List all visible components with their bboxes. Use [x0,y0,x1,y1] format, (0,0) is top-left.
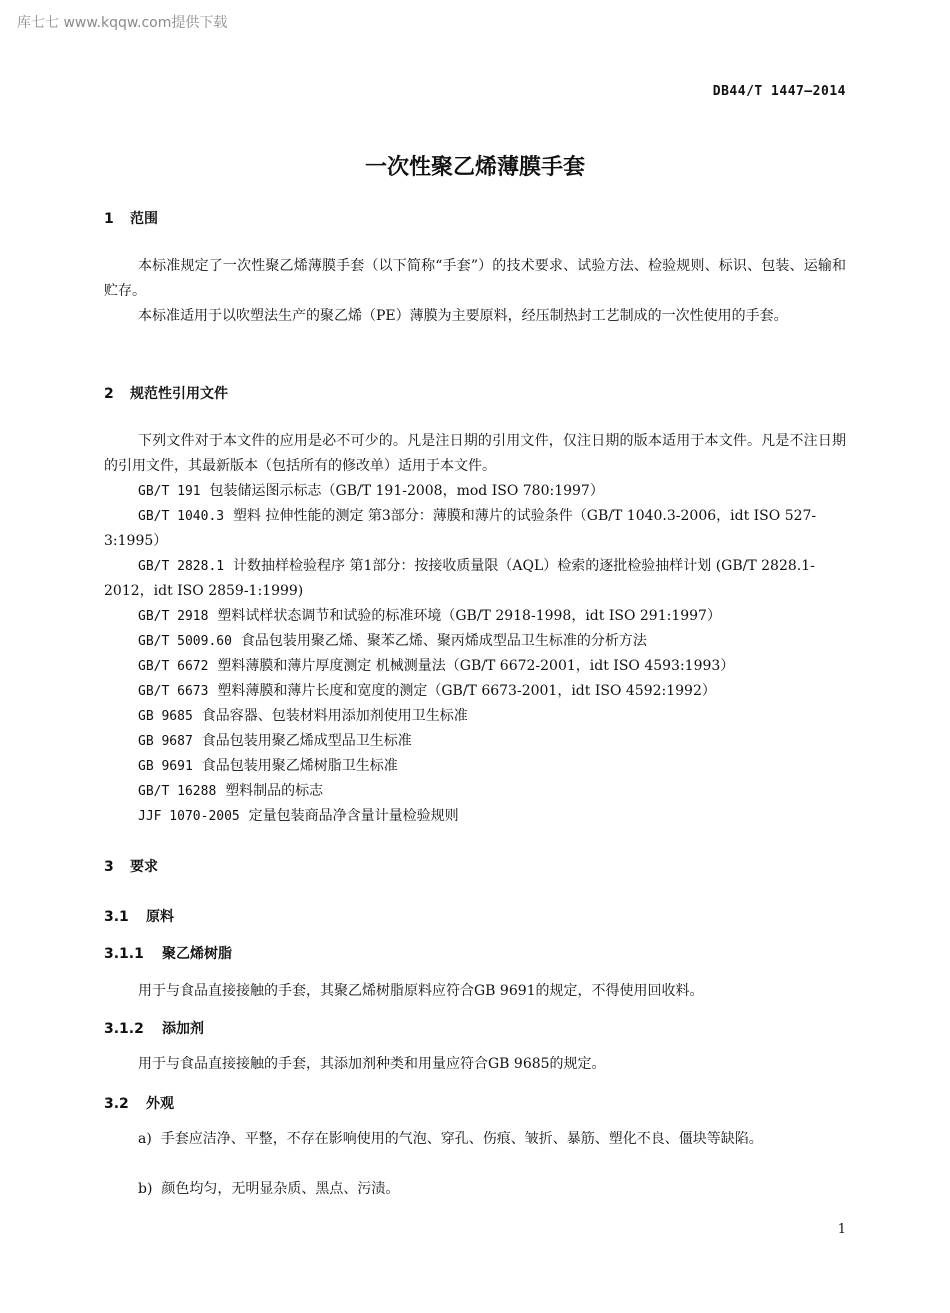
reference-title: 包装储运图示标志（GB/T 191-2008，mod ISO 780:1997） [209,483,604,499]
section-number: 3.1 [104,909,129,925]
item-text: 手套应洁净、平整，不存在影响使用的气泡、穿孔、伤痕、皱折、暴筋、塑化不良、僵块等缺陷。 [160,1131,763,1147]
reference-item [104,704,846,729]
item-label: a) [138,1131,152,1147]
section-number: 3 [104,859,114,875]
section-number: 3.1.1 [104,946,144,962]
reference-item [104,779,846,804]
reference-item [104,729,846,754]
reference-code: GB/T 16288 [138,784,217,799]
reference-title: 塑料制品的标志 [225,783,324,799]
section-title: 添加剂 [162,1021,204,1037]
reference-item [104,654,846,679]
appearance-item [104,1127,846,1152]
section-title: 规范性引用文件 [130,386,228,402]
reference-item [104,629,846,654]
reference-code: GB 9685 [138,709,193,724]
section-3-heading [104,856,158,876]
watermark: 库七七 www.kqqw.com提供下载 [17,15,228,31]
reference-item [104,479,846,504]
resin-paragraph: 用于与食品直接接触的手套，其聚乙烯树脂原料应符合GB 9691的规定，不得使用回收料。 [138,983,704,999]
reference-code: GB 9687 [138,734,193,749]
reference-item [104,804,846,829]
reference-title: 计数抽样检验程序 第1部分：按接收质量限（AQL）检索的逐批检验抽样计划 (GB/T 2828.1-2012，idt ISO 2859-1:1999) [104,558,815,599]
reference-item [104,554,846,604]
section-1-heading [104,208,158,228]
reference-title: 定量包装商品净含量计量检验规则 [248,808,459,824]
reference-item [104,679,846,704]
reference-code: GB 9691 [138,759,193,774]
section-3-1-2-heading [104,1018,204,1038]
reference-code: GB/T 191 [138,484,201,499]
reference-code: GB/T 6673 [138,684,209,699]
reference-title: 塑料 拉伸性能的测定 第3部分：薄膜和薄片的试验条件（GB/T 1040.3-2006，idt ISO 527-3:1995） [104,508,817,549]
section-title: 外观 [146,1096,174,1112]
reference-title: 食品包装用聚乙烯成型品卫生标准 [201,733,412,749]
section-3-1-1-heading [104,943,232,963]
reference-title: 塑料试样状态调节和试验的标准环境（GB/T 2918-1998，idt ISO 291:1997） [217,608,721,624]
section-2-heading [104,383,228,403]
section-number: 3.1.2 [104,1021,144,1037]
additive-paragraph: 用于与食品直接接触的手套，其添加剂种类和用量应符合GB 9685的规定。 [138,1056,606,1072]
reference-code: GB/T 5009.60 [138,634,232,649]
section-number: 1 [104,211,114,227]
scope-paragraph-2: 本标准适用于以吹塑法生产的聚乙烯（PE）薄膜为主要原料，经压制热封工艺制成的一次性使用的手套。 [138,308,788,324]
reference-item [104,504,846,554]
item-text: 颜色均匀，无明显杂质、黑点、污渍。 [161,1181,400,1197]
document-title: 一次性聚乙烯薄膜手套 [364,155,585,180]
references-intro: 下列文件对于本文件的应用是必不可少的。凡是注日期的引用文件，仅注日期的版本适用于本文件。凡是不注日期的引用文件，其最新版本（包括所有的修改单）适用于本文件。 [104,433,846,474]
reference-code: JJF 1070-2005 [138,809,240,824]
scope-paragraph-1: 本标准规定了一次性聚乙烯薄膜手套（以下简称“手套”）的技术要求、试验方法、检验规则、标识、包装、运输和贮存。 [104,258,846,299]
section-title: 聚乙烯树脂 [162,946,232,962]
reference-title: 塑料薄膜和薄片长度和宽度的测定（GB/T 6673-2001，idt ISO 4592:1992） [217,683,716,699]
section-3-1-heading [104,906,174,926]
section-number: 3.2 [104,1096,129,1112]
reference-title: 食品包装用聚乙烯树脂卫生标准 [201,758,398,774]
reference-title: 塑料薄膜和薄片厚度测定 机械测量法（GB/T 6672-2001，idt ISO 4593:1993） [217,658,735,674]
reference-code: GB/T 6672 [138,659,209,674]
document-number: DB44/T 1447—2014 [712,84,846,99]
section-title: 原料 [146,909,174,925]
reference-title: 食品包装用聚乙烯、聚苯乙烯、聚丙烯成型品卫生标准的分析方法 [240,633,647,649]
section-number: 2 [104,386,114,402]
section-title: 要求 [130,859,158,875]
appearance-item [104,1177,846,1202]
section-3-2-heading [104,1093,174,1113]
reference-code: GB/T 2828.1 [138,559,225,574]
reference-title: 食品容器、包装材料用添加剂使用卫生标准 [201,708,468,724]
section-title: 范围 [130,211,158,227]
reference-code: GB/T 2918 [138,609,209,624]
reference-code: GB/T 1040.3 [138,509,225,524]
item-label: b) [138,1181,153,1197]
reference-item [104,604,846,629]
reference-item [104,754,846,779]
page-number: 1 [837,1222,846,1237]
